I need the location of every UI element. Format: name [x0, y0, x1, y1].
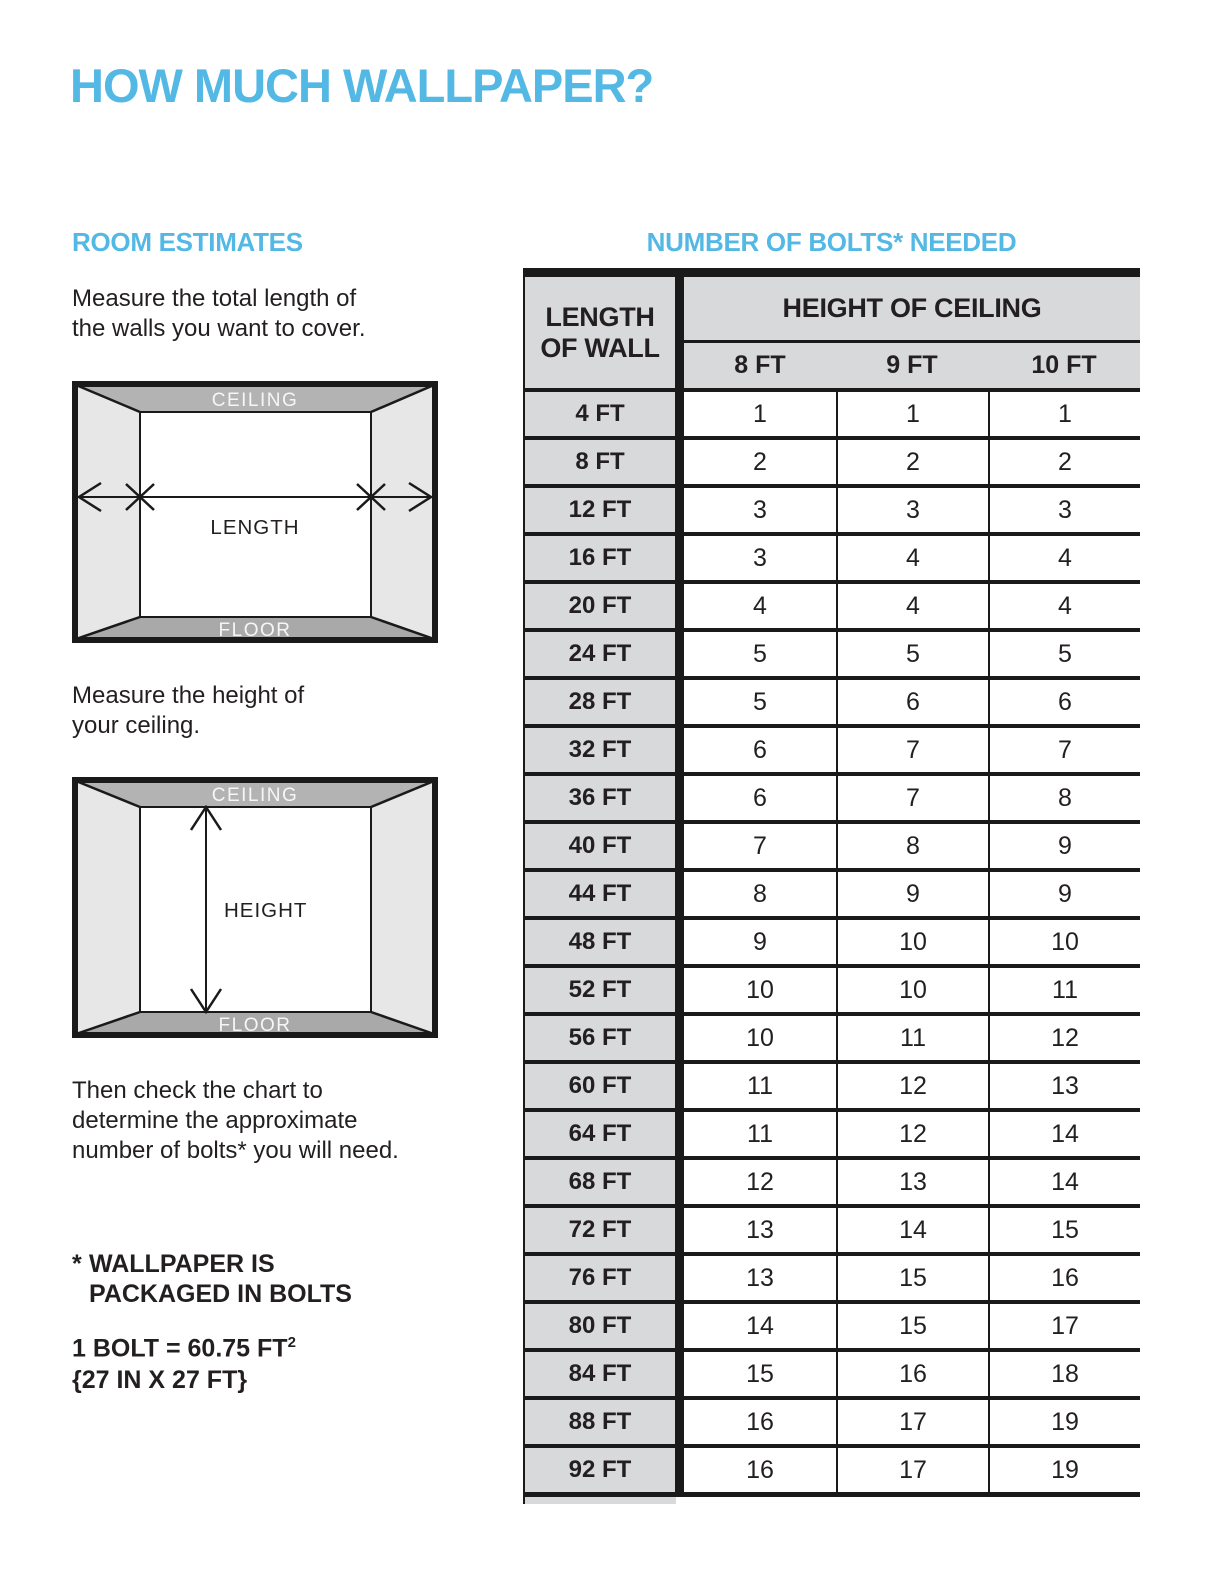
thick-divider [675, 680, 684, 724]
thick-divider [675, 488, 684, 532]
step2-line2: your ceiling. [72, 712, 201, 739]
table-row [525, 676, 1140, 724]
value-cell-10ft: 13 [988, 1064, 1140, 1108]
row-label-cell: 12 FT [525, 488, 675, 532]
value-cell-10ft: 15 [988, 1208, 1140, 1252]
back-wall-surface [140, 412, 371, 617]
thick-divider [675, 920, 684, 964]
bolt-equation-superscript: 2 [287, 1334, 296, 1351]
table-row [525, 436, 1140, 484]
value-cell-9ft: 17 [836, 1400, 988, 1444]
value-cell-10ft: 9 [988, 872, 1140, 916]
row-label-cell: 16 FT [525, 536, 675, 580]
value-cell-9ft: 10 [836, 920, 988, 964]
table-row [525, 484, 1140, 532]
row-label-cell: 40 FT [525, 824, 675, 868]
step3-line1: Then check the chart to [72, 1077, 323, 1104]
thick-divider [675, 728, 684, 772]
thick-divider [675, 872, 684, 916]
value-cell-9ft: 7 [836, 776, 988, 820]
value-cell-8ft: 13 [684, 1256, 836, 1300]
wallpaper-bolts-footnote [72, 1249, 352, 1309]
right-wall-surface [371, 385, 434, 639]
table-row [525, 868, 1140, 916]
bolts-needed-heading: NUMBER OF BOLTS* NEEDED [646, 227, 1017, 257]
row-label-cell: 28 FT [525, 680, 675, 724]
value-cell-10ft: 4 [988, 584, 1140, 628]
thick-divider [675, 1160, 684, 1204]
step2-instruction [72, 681, 304, 741]
thick-divider [675, 1352, 684, 1396]
value-cell-8ft: 5 [684, 632, 836, 676]
value-cell-10ft: 19 [988, 1400, 1140, 1444]
bolt-dimensions: {27 IN X 27 FT} [72, 1366, 248, 1394]
value-cell-8ft: 9 [684, 920, 836, 964]
value-cell-9ft: 14 [836, 1208, 988, 1252]
value-cell-8ft: 5 [684, 680, 836, 724]
value-cell-9ft: 8 [836, 824, 988, 868]
row-label-cell: 32 FT [525, 728, 675, 772]
table-row [525, 1300, 1140, 1348]
table-top-bar [523, 268, 1140, 277]
value-cell-10ft: 12 [988, 1016, 1140, 1060]
table-row [525, 1204, 1140, 1252]
thick-divider [675, 584, 684, 628]
ceiling-label: CEILING [211, 390, 299, 411]
step1-line2: the walls you want to cover. [72, 315, 366, 342]
corner-header-line1: LENGTH [545, 301, 655, 332]
value-cell-10ft: 7 [988, 728, 1140, 772]
value-cell-10ft: 18 [988, 1352, 1140, 1396]
table-body [525, 388, 1140, 1492]
value-cell-10ft: 2 [988, 440, 1140, 484]
left-wall-surface [76, 385, 140, 639]
row-label-cell: 72 FT [525, 1208, 675, 1252]
thick-divider [675, 1256, 684, 1300]
step3-line3: number of bolts* you will need. [72, 1137, 399, 1164]
thick-divider [675, 632, 684, 676]
row-label-cell: 4 FT [525, 392, 675, 436]
step3-instruction [72, 1076, 399, 1166]
value-cell-8ft: 16 [684, 1448, 836, 1492]
row-label-cell: 92 FT [525, 1448, 675, 1492]
row-label-cell: 68 FT [525, 1160, 675, 1204]
value-cell-9ft: 11 [836, 1016, 988, 1060]
value-cell-10ft: 14 [988, 1112, 1140, 1156]
value-cell-9ft: 6 [836, 680, 988, 724]
value-cell-8ft: 10 [684, 968, 836, 1012]
footnote-line1: WALLPAPER IS [89, 1250, 275, 1278]
value-cell-8ft: 3 [684, 536, 836, 580]
row-label-cell: 20 FT [525, 584, 675, 628]
value-cell-10ft: 5 [988, 632, 1140, 676]
step1-instruction [72, 284, 365, 344]
height-label: HEIGHT [224, 899, 308, 922]
value-cell-10ft: 10 [988, 920, 1140, 964]
value-cell-9ft: 7 [836, 728, 988, 772]
column-header-8ft: 8 FT [734, 351, 786, 379]
thick-divider [675, 1400, 684, 1444]
table-row [525, 532, 1140, 580]
thick-divider [675, 1112, 684, 1156]
value-cell-10ft: 6 [988, 680, 1140, 724]
value-cell-10ft: 19 [988, 1448, 1140, 1492]
thick-divider [675, 1448, 684, 1492]
table-row [525, 1252, 1140, 1300]
value-cell-9ft: 5 [836, 632, 988, 676]
thick-divider [675, 392, 684, 436]
room-length-diagram [72, 381, 438, 648]
value-cell-9ft: 12 [836, 1064, 988, 1108]
value-cell-9ft: 12 [836, 1112, 988, 1156]
value-cell-8ft: 11 [684, 1112, 836, 1156]
value-cell-8ft: 14 [684, 1304, 836, 1348]
row-label-cell: 84 FT [525, 1352, 675, 1396]
value-cell-8ft: 1 [684, 392, 836, 436]
thick-divider [675, 536, 684, 580]
value-cell-10ft: 8 [988, 776, 1140, 820]
row-label-cell: 56 FT [525, 1016, 675, 1060]
thick-divider [675, 440, 684, 484]
table-row [525, 1156, 1140, 1204]
value-cell-9ft: 1 [836, 392, 988, 436]
row-label-cell: 48 FT [525, 920, 675, 964]
value-cell-8ft: 7 [684, 824, 836, 868]
step3-line2: determine the approximate [72, 1107, 358, 1134]
row-label-cell: 52 FT [525, 968, 675, 1012]
value-cell-8ft: 6 [684, 776, 836, 820]
table-row [525, 820, 1140, 868]
thick-divider [675, 1304, 684, 1348]
table-row [525, 388, 1140, 436]
table-row [525, 772, 1140, 820]
column-headers [684, 343, 1140, 388]
floor-label: FLOOR [218, 620, 292, 641]
value-cell-8ft: 2 [684, 440, 836, 484]
value-cell-10ft: 4 [988, 536, 1140, 580]
length-label: LENGTH [210, 516, 300, 539]
table-row [525, 1444, 1140, 1492]
row-label-cell: 24 FT [525, 632, 675, 676]
value-cell-9ft: 15 [836, 1304, 988, 1348]
thick-divider [675, 277, 684, 388]
value-cell-8ft: 13 [684, 1208, 836, 1252]
value-cell-9ft: 17 [836, 1448, 988, 1492]
table-row [525, 724, 1140, 772]
row-label-cell: 80 FT [525, 1304, 675, 1348]
row-label-cell: 44 FT [525, 872, 675, 916]
table-tail-strip [525, 1497, 676, 1504]
column-header-9ft: 9 FT [886, 351, 938, 379]
room-height-diagram [72, 777, 438, 1043]
value-cell-10ft: 14 [988, 1160, 1140, 1204]
column-header-10ft: 10 FT [1031, 351, 1097, 379]
left-wall-surface [76, 781, 140, 1034]
table-row [525, 1012, 1140, 1060]
table-row [525, 964, 1140, 1012]
value-cell-8ft: 3 [684, 488, 836, 532]
table-row [525, 580, 1140, 628]
step1-line1: Measure the total length of [72, 285, 357, 312]
table-header [525, 277, 1140, 388]
value-cell-8ft: 15 [684, 1352, 836, 1396]
value-cell-10ft: 9 [988, 824, 1140, 868]
value-cell-8ft: 12 [684, 1160, 836, 1204]
thick-divider [675, 1208, 684, 1252]
bolt-equation [72, 1334, 296, 1363]
room-estimates-heading: ROOM ESTIMATES [72, 227, 303, 257]
ceiling-label: CEILING [211, 785, 299, 806]
thick-divider [675, 1016, 684, 1060]
value-cell-8ft: 6 [684, 728, 836, 772]
value-cell-10ft: 16 [988, 1256, 1140, 1300]
column-group-header-height-of-ceiling: HEIGHT OF CEILING [782, 293, 1042, 323]
bolts-needed-table [523, 268, 1140, 1504]
row-label-cell: 64 FT [525, 1112, 675, 1156]
value-cell-9ft: 2 [836, 440, 988, 484]
row-label-cell: 88 FT [525, 1400, 675, 1444]
row-label-cell: 8 FT [525, 440, 675, 484]
value-cell-9ft: 16 [836, 1352, 988, 1396]
value-cell-9ft: 13 [836, 1160, 988, 1204]
value-cell-10ft: 3 [988, 488, 1140, 532]
table-row [525, 1348, 1140, 1396]
right-wall-surface [371, 781, 434, 1034]
value-cell-10ft: 1 [988, 392, 1140, 436]
thick-divider [675, 776, 684, 820]
value-cell-8ft: 4 [684, 584, 836, 628]
footnote-asterisk: * [72, 1250, 82, 1278]
table-row [525, 628, 1140, 676]
row-label-cell: 76 FT [525, 1256, 675, 1300]
corner-header-line2: OF WALL [540, 332, 660, 363]
thick-divider [675, 824, 684, 868]
value-cell-9ft: 4 [836, 584, 988, 628]
thick-divider [675, 1064, 684, 1108]
table-row [525, 916, 1140, 964]
footnote-line2: PACKAGED IN BOLTS [89, 1280, 352, 1308]
value-cell-10ft: 11 [988, 968, 1140, 1012]
thick-divider [675, 968, 684, 1012]
row-label-cell: 60 FT [525, 1064, 675, 1108]
page-title: HOW MUCH WALLPAPER? [70, 59, 654, 112]
bolt-equation-main: 1 BOLT = 60.75 FT [72, 1334, 288, 1363]
value-cell-8ft: 11 [684, 1064, 836, 1108]
value-cell-8ft: 10 [684, 1016, 836, 1060]
value-cell-9ft: 3 [836, 488, 988, 532]
value-cell-9ft: 4 [836, 536, 988, 580]
value-cell-8ft: 16 [684, 1400, 836, 1444]
value-cell-9ft: 9 [836, 872, 988, 916]
value-cell-8ft: 8 [684, 872, 836, 916]
table-row [525, 1108, 1140, 1156]
corner-header-length-of-wall [525, 277, 675, 388]
value-cell-9ft: 10 [836, 968, 988, 1012]
row-label-cell: 36 FT [525, 776, 675, 820]
floor-label: FLOOR [218, 1015, 292, 1036]
table-row [525, 1396, 1140, 1444]
table-row [525, 1060, 1140, 1108]
step2-line1: Measure the height of [72, 682, 305, 709]
value-cell-9ft: 15 [836, 1256, 988, 1300]
value-cell-10ft: 17 [988, 1304, 1140, 1348]
